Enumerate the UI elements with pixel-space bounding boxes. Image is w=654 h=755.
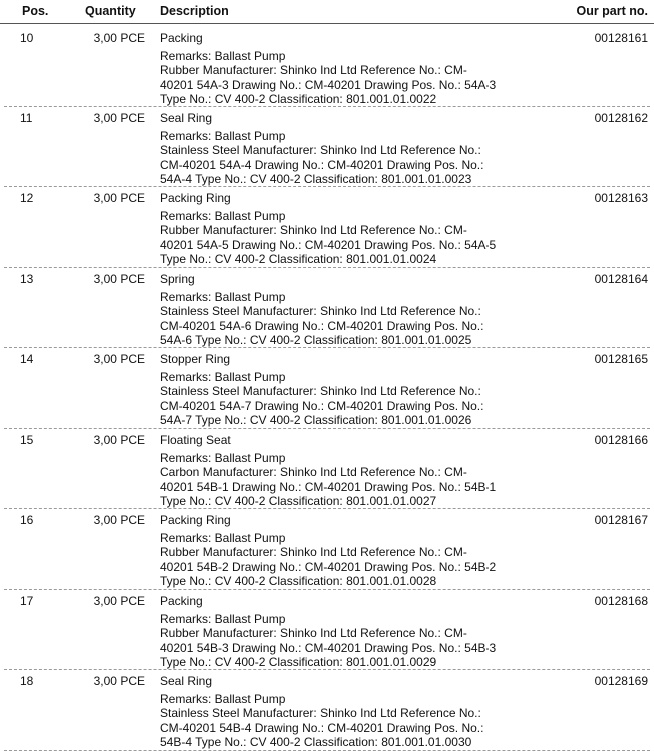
row-pos: 12: [20, 191, 34, 205]
row-pos: 11: [20, 111, 33, 125]
row-pos: 17: [20, 594, 34, 608]
table-row: [0, 352, 654, 432]
table-row: [0, 191, 654, 271]
row-part-no: 00128163: [594, 191, 648, 205]
row-description: Packing Ring: [160, 513, 231, 527]
table-row: [0, 594, 654, 674]
row-pos: 14: [20, 352, 34, 366]
row-specification: Stainless Steel Manufacturer: Shinko Ind Ltd Reference No.: CM-40201 54A-7 Drawing No.: CM-40201 Drawing Pos. No.: 54A-7 Type No.: CV 400-2 Classification: 801.001.01.0026: [160, 384, 484, 427]
header-quantity: Quantity: [85, 4, 136, 18]
row-divider: [4, 428, 650, 429]
row-remarks: Remarks: Ballast Pump: [160, 531, 286, 545]
header-rule: [0, 23, 654, 24]
row-pos: 15: [20, 433, 34, 447]
row-quantity: 3,00 PCE: [93, 31, 145, 45]
table-row: [0, 513, 654, 593]
row-specification: Carbon Manufacturer: Shinko Ind Ltd Reference No.: CM-40201 54B-1 Drawing No.: CM-40201 Drawing Pos. No.: 54B-1 Type No.: CV 400-2 Classification: 801.001.01.0027: [160, 465, 497, 508]
header-part-no: Our part no.: [576, 4, 648, 18]
row-remarks: Remarks: Ballast Pump: [160, 290, 286, 304]
row-part-no: 00128168: [594, 594, 648, 608]
table-row: [0, 111, 654, 191]
row-divider: [4, 106, 650, 107]
row-specification: Rubber Manufacturer: Shinko Ind Ltd Reference No.: CM-40201 54A-3 Drawing No.: CM-40201 Drawing Pos. No.: 54A-3 Type No.: CV 400-2 Classification: 801.001.01.0022: [160, 63, 497, 106]
row-divider: [4, 267, 650, 268]
row-divider: [4, 589, 650, 590]
row-part-no: 00128167: [594, 513, 648, 527]
row-divider: [4, 750, 650, 751]
table-header: [0, 0, 654, 28]
row-quantity: 3,00 PCE: [93, 352, 145, 366]
row-part-no: 00128164: [594, 272, 648, 286]
row-specification: Rubber Manufacturer: Shinko Ind Ltd Reference No.: CM-40201 54B-3 Drawing No.: CM-40201 Drawing Pos. No.: 54B-3 Type No.: CV 400-2 Classification: 801.001.01.0029: [160, 626, 497, 669]
header-description: Description: [160, 4, 229, 18]
row-description: Seal Ring: [160, 111, 213, 125]
row-specification: Rubber Manufacturer: Shinko Ind Ltd Reference No.: CM-40201 54A-5 Drawing No.: CM-40201 Drawing Pos. No.: 54A-5 Type No.: CV 400-2 Classification: 801.001.01.0024: [160, 223, 497, 266]
row-quantity: 3,00 PCE: [93, 111, 145, 125]
row-remarks: Remarks: Ballast Pump: [160, 612, 286, 626]
row-divider: [4, 347, 650, 348]
row-description: Packing: [160, 594, 203, 608]
row-quantity: 3,00 PCE: [93, 272, 145, 286]
row-specification: Stainless Steel Manufacturer: Shinko Ind Ltd Reference No.: CM-40201 54A-6 Drawing No.: CM-40201 Drawing Pos. No.: 54A-6 Type No.: CV 400-2 Classification: 801.001.01.0025: [160, 304, 484, 347]
row-pos: 18: [20, 674, 34, 688]
row-specification: Stainless Steel Manufacturer: Shinko Ind Ltd Reference No.: CM-40201 54B-4 Drawing No.: CM-40201 Drawing Pos. No.: 54B-4 Type No.: CV 400-2 Classification: 801.001.01.0030: [160, 706, 484, 749]
row-divider: [4, 669, 650, 670]
row-part-no: 00128166: [594, 433, 648, 447]
row-quantity: 3,00 PCE: [93, 674, 145, 688]
table-row: [0, 674, 654, 754]
header-pos: Pos.: [22, 4, 49, 18]
row-pos: 10: [20, 31, 34, 45]
row-description: Packing: [160, 31, 203, 45]
row-remarks: Remarks: Ballast Pump: [160, 129, 286, 143]
row-quantity: 3,00 PCE: [93, 191, 145, 205]
row-description: Packing Ring: [160, 191, 231, 205]
row-part-no: 00128161: [594, 31, 648, 45]
row-quantity: 3,00 PCE: [93, 513, 145, 527]
row-description: Stopper Ring: [160, 352, 231, 366]
row-remarks: Remarks: Ballast Pump: [160, 451, 286, 465]
row-part-no: 00128162: [594, 111, 648, 125]
row-remarks: Remarks: Ballast Pump: [160, 370, 286, 384]
row-part-no: 00128169: [594, 674, 648, 688]
row-specification: Stainless Steel Manufacturer: Shinko Ind Ltd Reference No.: CM-40201 54A-4 Drawing No.: CM-40201 Drawing Pos. No.: 54A-4 Type No.: CV 400-2 Classification: 801.001.01.0023: [160, 143, 484, 186]
row-description: Floating Seat: [160, 433, 231, 447]
table-row: [0, 31, 654, 111]
row-remarks: Remarks: Ballast Pump: [160, 49, 286, 63]
row-quantity: 3,00 PCE: [93, 594, 145, 608]
row-pos: 13: [20, 272, 34, 286]
row-quantity: 3,00 PCE: [93, 433, 145, 447]
row-remarks: Remarks: Ballast Pump: [160, 692, 286, 706]
table-row: [0, 433, 654, 513]
row-divider: [4, 186, 650, 187]
row-remarks: Remarks: Ballast Pump: [160, 209, 286, 223]
table-row: [0, 272, 654, 352]
row-description: Spring: [160, 272, 195, 286]
row-description: Seal Ring: [160, 674, 213, 688]
row-pos: 16: [20, 513, 34, 527]
row-divider: [4, 508, 650, 509]
row-part-no: 00128165: [594, 352, 648, 366]
row-specification: Rubber Manufacturer: Shinko Ind Ltd Reference No.: CM-40201 54B-2 Drawing No.: CM-40201 Drawing Pos. No.: 54B-2 Type No.: CV 400-2 Classification: 801.001.01.0028: [160, 545, 497, 588]
